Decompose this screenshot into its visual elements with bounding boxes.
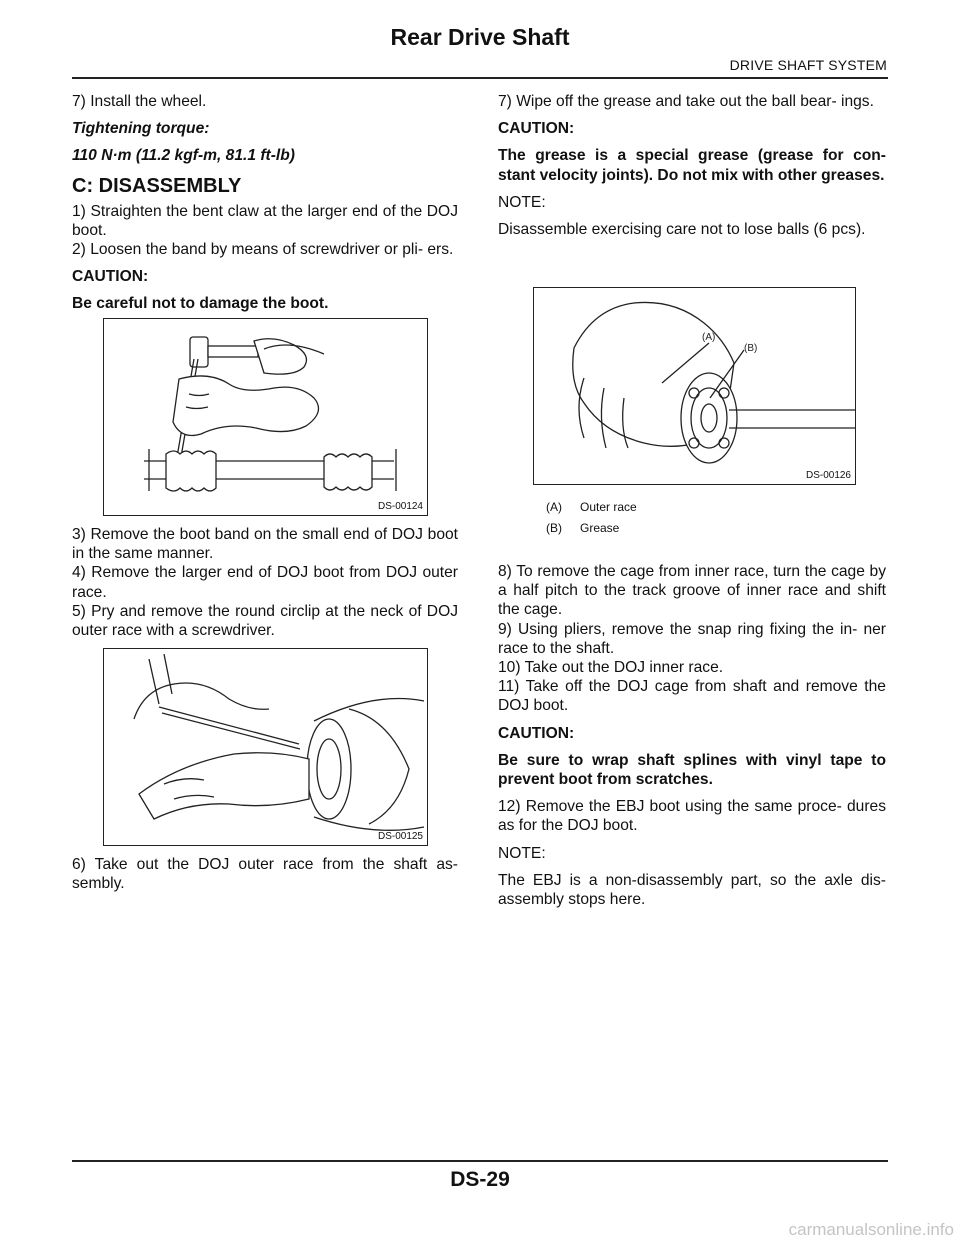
section-heading-disassembly: C: DISASSEMBLY [72, 174, 242, 197]
figure-legend [546, 497, 637, 539]
page-number: DS-29 [450, 1168, 510, 1191]
figure-code: DS-00126 [805, 470, 851, 481]
caution-text: Be careful not to damage the boot. [72, 295, 329, 313]
circlip-illustration [104, 649, 427, 845]
step-6: 6) Take out the DOJ outer race from the shaft as- sembly. [72, 856, 458, 893]
figure-code: DS-00125 [377, 831, 423, 842]
step-9: 9) Using pliers, remove the snap ring fixing the in- ner race to the shaft. [498, 620, 886, 657]
figure-outer-race-grease [533, 287, 856, 485]
legend-item: (B) Grease [546, 521, 620, 535]
caution-label: CAUTION: [498, 120, 575, 138]
right-column [498, 92, 886, 247]
caution-label: CAUTION: [498, 724, 575, 742]
header-divider [72, 77, 888, 79]
torque-value: 110 N·m (11.2 kgf-m, 81.1 ft-lb) [72, 147, 295, 165]
step-8: 8) To remove the cage from inner race, turn the cage by a half pitch to the track groove of inner race and shift the cage. [498, 563, 886, 619]
note-label: NOTE: [498, 844, 546, 862]
step-7-install-wheel: 7) Install the wheel. [72, 93, 207, 110]
outer-race-illustration [534, 288, 855, 484]
left-column-bottom [72, 855, 458, 901]
note-text: The EBJ is a non-disassembly part, so the axle dis- assembly stops here. [498, 871, 886, 909]
left-column [72, 92, 458, 322]
note-text: Disassemble exercising care not to lose balls (6 pcs). [498, 221, 866, 239]
legend-item: (A) Outer race [546, 500, 637, 514]
caution-text: The grease is a special grease (grease for con- stant velocity joints). Do not mix with other greases. [498, 147, 886, 184]
figure-boot-band-removal [103, 318, 428, 516]
torque-label: Tightening torque: [72, 120, 210, 138]
callout-a: (A) [702, 332, 716, 343]
figure-code: DS-00124 [377, 501, 423, 512]
step-7-wipe-grease: 7) Wipe off the grease and take out the ball bear- ings. [498, 93, 874, 110]
step-10: 10) Take out the DOJ inner race. [498, 659, 724, 677]
section-name: DRIVE SHAFT SYSTEM [729, 57, 887, 73]
caution-label: CAUTION: [72, 268, 149, 286]
step-12: 12) Remove the EBJ boot using the same proce- dures as for the DOJ boot. [498, 798, 886, 835]
step-5: 5) Pry and remove the round circlip at the neck of DOJ outer race with a screwdriver. [72, 602, 458, 640]
step-11: 11) Take off the DOJ cage from shaft and remove the DOJ boot. [498, 678, 886, 715]
caution-text: Be sure to wrap shaft splines with vinyl tape to prevent boot from scratches. [498, 751, 886, 789]
step-4: 4) Remove the larger end of DOJ boot from DOJ outer race. [72, 564, 458, 601]
note-label: NOTE: [498, 193, 546, 211]
boot-band-illustration [104, 319, 427, 515]
page-title: Rear Drive Shaft [390, 24, 570, 50]
step-3: 3) Remove the boot band on the small end of DOJ boot in the same manner. [72, 526, 458, 563]
figure-circlip-removal [103, 648, 428, 846]
footer-divider [72, 1160, 888, 1162]
watermark: carmanualsonline.info [788, 1220, 954, 1239]
step-2: 2) Loosen the band by means of screwdriver or pli- ers. [72, 241, 454, 259]
callout-b: (B) [744, 343, 758, 354]
left-column-middle [72, 525, 458, 648]
right-column-bottom [498, 562, 886, 917]
step-1: 1) Straighten the bent claw at the larger end of the DOJ boot. [72, 202, 458, 239]
